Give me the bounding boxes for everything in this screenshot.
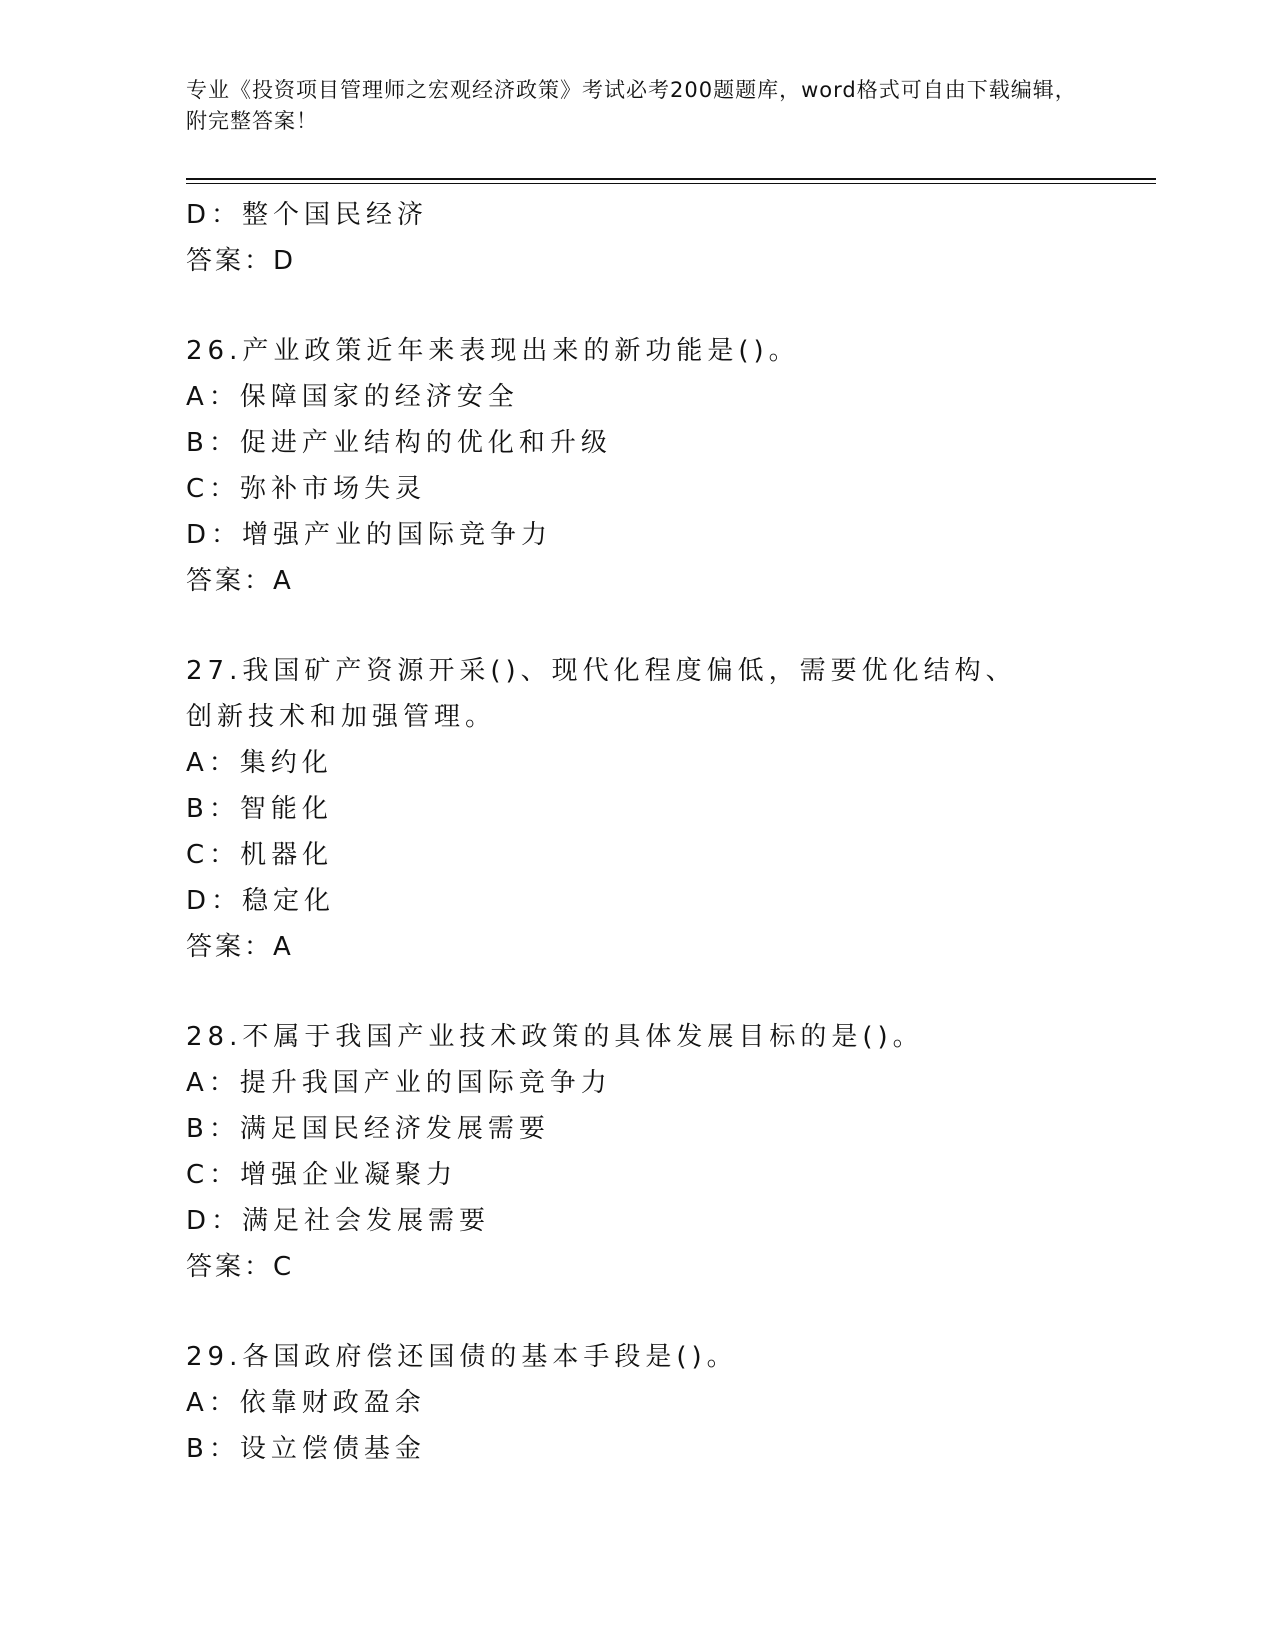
option-d: D：满足社会发展需要 (186, 1206, 491, 1236)
option-b: B：促进产业结构的优化和升级 (186, 428, 612, 458)
question-29 (186, 1334, 1086, 1472)
option-d: D：增强产业的国际竞争力 (186, 520, 553, 550)
question-title: 29.各国政府偿还国债的基本手段是()。 (186, 1342, 738, 1372)
option-a: A：提升我国产业的国际竞争力 (186, 1068, 612, 1098)
option-c: C：机器化 (186, 840, 334, 870)
answer: 答案：A (186, 566, 294, 596)
question-title: 26.产业政策近年来表现出来的新功能是()。 (186, 336, 800, 366)
option-a: A：依靠财政盈余 (186, 1388, 426, 1418)
page-header: 专业《投资项目管理师之宏观经济政策》考试必考200题题库，word格式可自由下载编辑，附完整答案！ (186, 78, 1077, 133)
option-c: C：弥补市场失灵 (186, 474, 427, 504)
option-b: B：设立偿债基金 (186, 1434, 426, 1464)
question-title: 27.我国矿产资源开采()、现代化程度偏低，需要优化结构、创新技术和加强管理。 (186, 656, 1017, 732)
option-a: A：保障国家的经济安全 (186, 382, 519, 412)
question-list (186, 192, 1086, 1472)
answer: 答案：A (186, 932, 294, 962)
question-26 (186, 328, 1086, 604)
question-title: 28.不属于我国产业技术政策的具体发展目标的是()。 (186, 1022, 924, 1052)
option-b: B：满足国民经济发展需要 (186, 1114, 550, 1144)
option-c: C：增强企业凝聚力 (186, 1160, 458, 1190)
carryover-option-d: D：整个国民经济 (186, 200, 429, 230)
document-page (186, 0, 1156, 1650)
option-b: B：智能化 (186, 794, 333, 824)
question-28 (186, 1014, 1086, 1290)
option-d: D：稳定化 (186, 886, 336, 916)
option-a: A：集约化 (186, 748, 333, 778)
answer: 答案：C (186, 1252, 295, 1282)
question-27 (186, 648, 1086, 970)
header-divider (186, 178, 1156, 184)
carryover-answer: 答案：D (186, 246, 297, 276)
